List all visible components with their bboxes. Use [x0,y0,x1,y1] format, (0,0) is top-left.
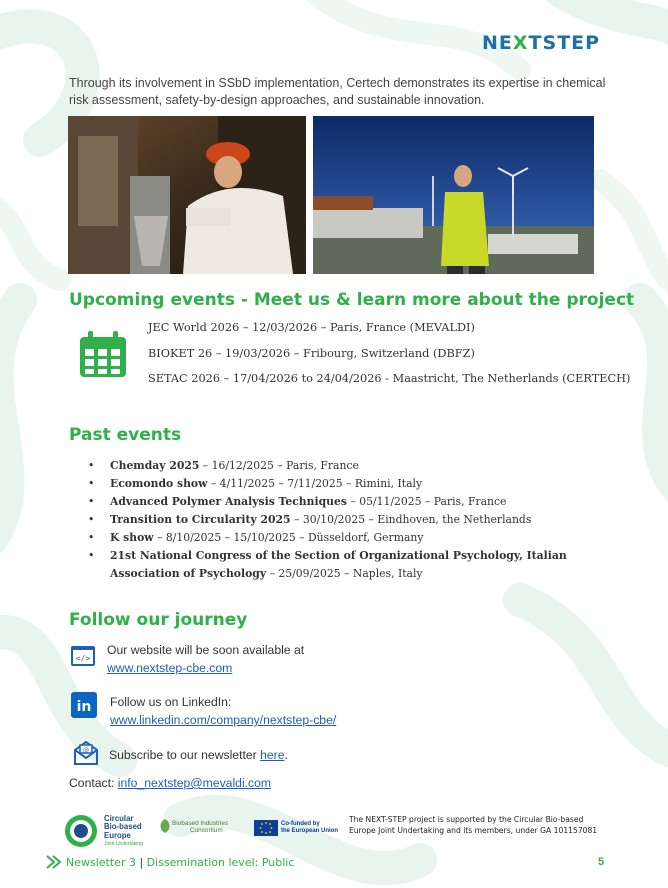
svg-text:in: in [76,699,92,715]
support-statement: The NEXT-STEP project is supported by the Circular Bio-based Europe Joint Undertaking and its members, under GA 101157081 [349,815,598,835]
website-text: Our website will be soon available at [107,643,305,657]
calendar-icon [78,329,128,384]
chevron-right-icon [46,855,64,874]
nextstep-logo: NEXTSTEP [482,32,601,54]
upcoming-event-2: BIOKET 26 – 19/03/2026 – Fribourg, Switzerland (DBFZ) [148,347,475,360]
contact-line [69,776,271,790]
follow-journey-heading: Follow our journey [69,610,248,630]
linkedin-icon[interactable] [71,692,99,725]
linkedin-link[interactable]: www.linkedin.com/company/nextstep-cbe/ [110,713,337,727]
upcoming-event-1: JEC World 2026 – 12/03/2026 – Paris, France (MEVALDI) [148,321,475,334]
contact-email-link[interactable]: info_nextstep@mevaldi.com [117,776,272,790]
linkedin-block [110,693,336,729]
cbe-logo-text: Circular Bio-based Europe Joint Undertaking [104,814,143,848]
list-item: • Ecomondo show – 4/11/2025 – 7/11/2025 – Rimini, Italy [88,475,608,493]
svg-text:</>: </> [75,654,91,663]
svg-text:@: @ [83,747,89,754]
past-events-list [88,457,608,583]
bic-leaf-icon [158,818,172,839]
linkedin-text: Follow us on LinkedIn: [110,695,232,709]
list-item: • Chemday 2025 – 16/12/2025 – Paris, France [88,457,608,475]
intro-paragraph: Through its involvement in SSbD implementation, Certech demonstrates its expertise in chemical risk assessment, safety-by-design approaches, and sustainable innovation. [69,76,606,107]
list-item: • K show – 8/10/2025 – 15/10/2025 – Düsseldorf, Germany [88,529,608,547]
bic-logo-text: Biobased Industries Consortium [172,820,229,834]
upcoming-events-heading: Upcoming events - Meet us & learn more about the project [69,290,635,310]
contact-label: Contact: [69,776,118,790]
newsletter-mail-icon [73,741,99,770]
website-code-icon [70,645,96,672]
upcoming-event-3: SETAC 2026 – 17/04/2026 to 24/04/2026 - Maastricht, The Netherlands (CERTECH) [148,372,631,385]
list-item: • Transition to Circularity 2025 – 30/10/2025 – Eindhoven, the Netherlands [88,511,608,529]
lab-worker-photo [68,116,306,274]
newsletter-link[interactable]: here [260,748,285,762]
past-events-heading: Past events [69,425,182,445]
list-item: • Advanced Polymer Analysis Techniques – 05/11/2025 – Paris, France [88,493,608,511]
eu-funding-text: Co-funded by the European Union [281,821,338,834]
eu-flag-icon [254,820,278,836]
cbe-logo-icon [63,813,103,854]
newsletter-text: Subscribe to our newsletter [109,748,261,762]
footer-info: Newsletter 3 | Dissemination level: Public [66,856,295,869]
newsletter-block: Subscribe to our newsletter here. [109,748,288,762]
page-number: 5 [598,856,605,868]
outdoor-worker-photo [313,116,594,274]
website-block [107,641,304,677]
list-item: • 21st National Congress of the Section of Organizational Psychology, Italian Association of Psychology – 25/09/2025 – Naples, Italy [88,547,608,583]
website-link[interactable]: www.nextstep-cbe.com [107,661,233,675]
